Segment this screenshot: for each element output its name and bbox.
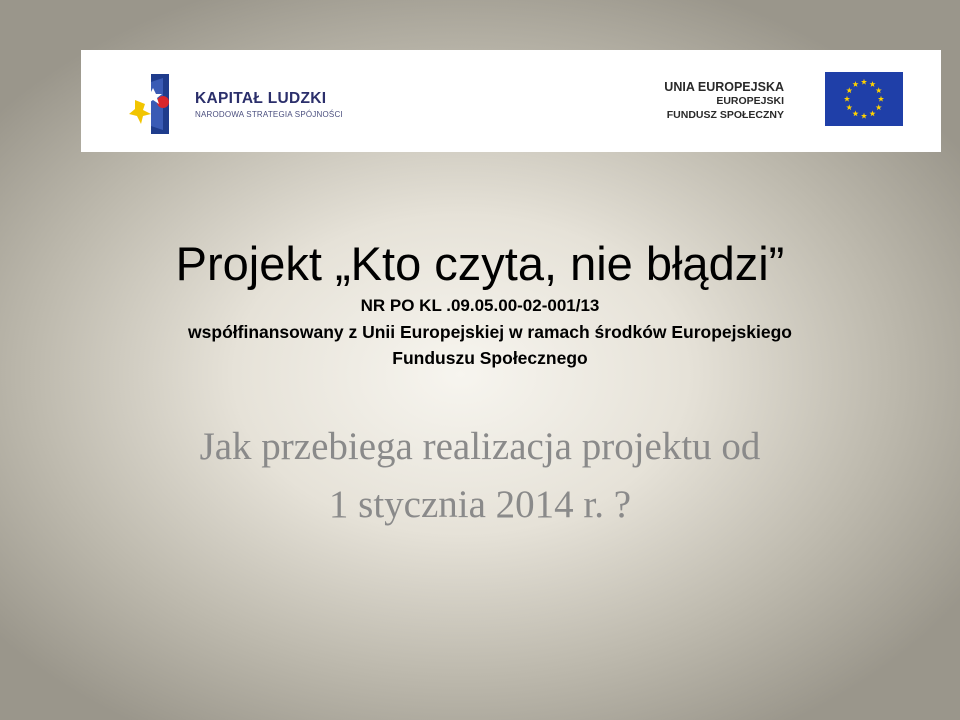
eu-fund-label-line1: EUROPEJSKI <box>716 95 784 107</box>
slide-question: Jak przebiega realizacja projektu od 1 stycznia 2014 r. ? <box>199 425 761 526</box>
project-number: NR PO KL .09.05.00-02-001/13 <box>360 296 600 315</box>
kapital-ludzki-subtitle: NARODOWA STRATEGIA SPÓJNOŚCI <box>195 110 343 119</box>
logo-banner <box>81 50 941 152</box>
eu-union-label: UNIA EUROPEJSKA <box>664 80 784 94</box>
kapital-ludzki-title: KAPITAŁ LUDZKI <box>195 90 327 107</box>
eu-logo-text <box>664 80 784 122</box>
eu-flag-icon <box>825 72 903 126</box>
eu-fund-label-line2: FUNDUSZ SPOŁECZNY <box>666 109 784 121</box>
kapital-ludzki-logo-icon <box>129 74 179 134</box>
cofinancing-text: współfinansowany z Unii Europejskiej w ramach środków Europejskiego Funduszu Społecznego <box>188 322 792 368</box>
slide-title: Projekt „Kto czyta, nie błądzi” <box>175 237 785 290</box>
